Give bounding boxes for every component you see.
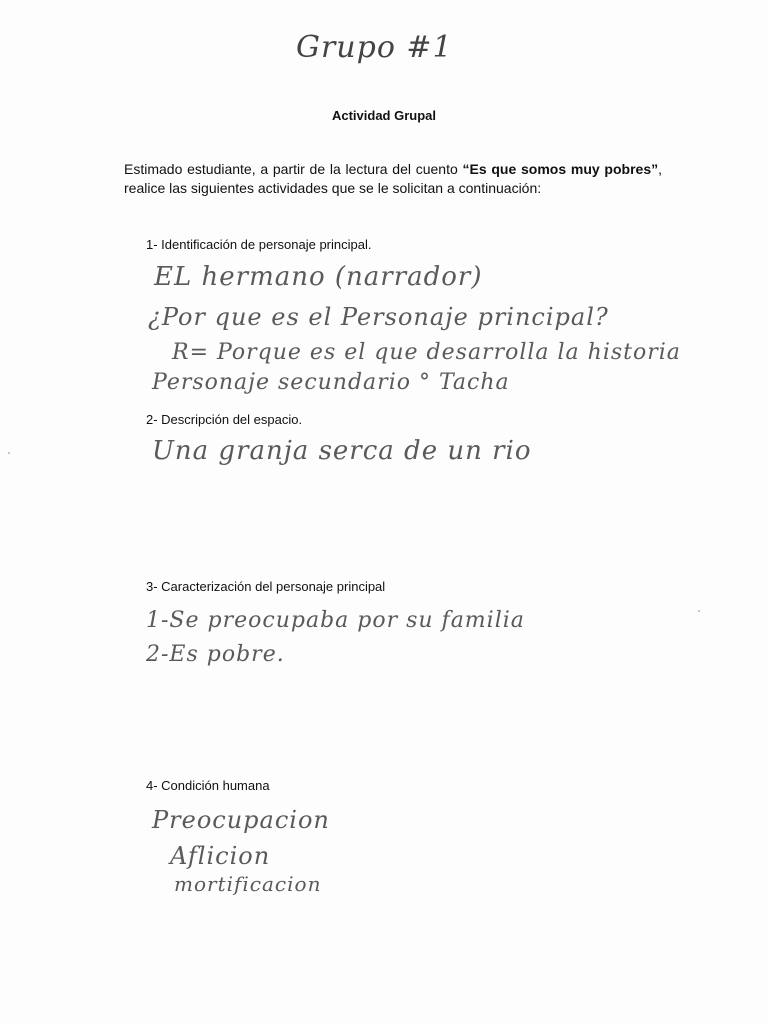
intro-text-before: Estimado estudiante, a partir de la lectura del cuento: [124, 161, 463, 177]
question-1-label: 1- Identificación de personaje principal.: [146, 237, 372, 252]
answer-3-line-1: 1-Se preocupaba por su familia: [146, 608, 525, 633]
answer-3-line-2: 2-Es pobre.: [146, 642, 285, 667]
handwritten-group-title: Grupo #1: [296, 30, 453, 65]
answer-1-line-2: ¿Por que es el Personaje principal?: [148, 303, 609, 331]
intro-paragraph: [124, 160, 662, 198]
intro-text-after: , realice las siguientes actividades que se le solicitan a continuación:: [124, 161, 662, 196]
story-title: “Es que somos muy pobres”: [462, 161, 659, 177]
answer-1-line-1: EL hermano (narrador): [154, 262, 483, 292]
document-title: Actividad Grupal: [331, 108, 437, 123]
scan-speck: [698, 610, 700, 612]
answer-1-line-3: R= Porque es el que desarrolla la historia: [172, 340, 681, 365]
answer-2-line-1: Una granja serca de un rio: [152, 436, 532, 466]
question-2-label: 2- Descripción del espacio.: [146, 412, 303, 427]
question-3-label: 3- Caracterización del personaje principal: [146, 579, 386, 594]
scan-speck: [8, 452, 10, 454]
answer-4-line-1: Preocupacion: [152, 806, 330, 834]
answer-4-line-2: Aflicion: [170, 842, 271, 870]
answer-1-line-4: Personaje secundario ° Tacha: [152, 370, 510, 395]
question-4-label: 4- Condición humana: [146, 778, 270, 793]
answer-4-line-3: mortificacion: [174, 872, 322, 896]
